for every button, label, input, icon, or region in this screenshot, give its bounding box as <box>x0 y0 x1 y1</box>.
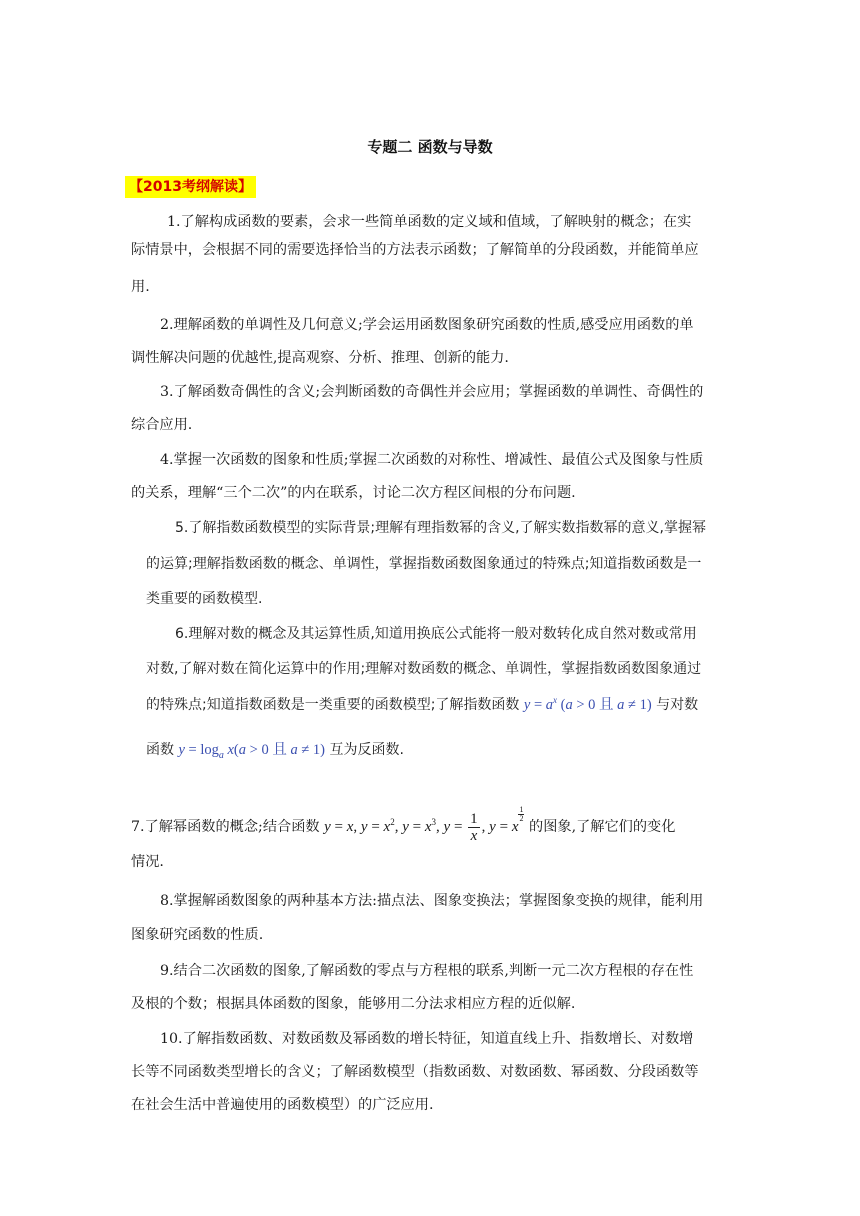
logarithm-formula: $y = \log_a x(a > 0$ 且 a ≠ 1) <box>178 742 325 761</box>
item-9-line-2: 及根的个数；根据具体函数的图象，能够用二分法求相应方程的近似解. <box>131 996 576 1012</box>
item-1-line-2: 际情景中，会根据不同的需要选择恰当的方法表示函数；了解简单的分段函数，并能简单应 <box>131 242 699 258</box>
page-title: 专题二 函数与导数 <box>367 138 493 156</box>
item-6-line-4 <box>146 740 404 760</box>
section-label: 【2013考纲解读】 <box>125 176 256 198</box>
item-4-line-2: 的关系，理解“三个二次”的内在联系，讨论二次方程区间根的分布问题. <box>131 485 576 501</box>
item-7-line-1-text-b: 的图象,了解它们的变化 <box>529 819 676 835</box>
item-3-line-1: 3.了解函数奇偶性的含义;会判断函数的奇偶性并会应用；掌握函数的单调性、奇偶性的 <box>160 384 704 400</box>
item-10-line-3: 在社会生活中普遍使用的函数模型）的广泛应用. <box>131 1097 434 1113</box>
item-4-line-1: 4.掌握一次函数的图象和性质;掌握二次函数的对称性、增减性、最值公式及图象与性质 <box>160 452 704 468</box>
power-functions-formula: y = x, $y = x^2$, $y = x^3$, y = $\frac{1}{x}$ , y = x $\frac{1}{2}$ <box>324 805 524 845</box>
item-6-line-3 <box>146 695 698 715</box>
item-6-line-3-text-a: 的特殊点;知道指数函数是一类重要的函数模型;了解指数函数 <box>146 697 520 713</box>
item-10-line-1: 10.了解指数函数、对数函数及幂函数的增长特征，知道直线上升、指数增长、对数增 <box>160 1031 694 1047</box>
item-6-line-1: 6.理解对数的概念及其运算性质,知道用换底公式能将一般对数转化成自然对数或常用 <box>175 626 697 642</box>
item-5-line-3: 类重要的函数模型. <box>146 591 263 607</box>
item-6-line-3-text-b: 与对数 <box>656 697 699 713</box>
item-8-line-1: 8.掌握解函数图象的两种基本方法:描点法、图象变换法；掌握图象变换的规律，能利用 <box>160 893 704 909</box>
item-6-line-4-text-a: 函数 <box>146 742 174 758</box>
item-7-line-1-text-a: 7.了解幂函数的概念;结合函数 <box>131 819 320 835</box>
item-3-line-2: 综合应用. <box>131 417 193 433</box>
item-1-line-1: 1.了解构成函数的要素，会求一些简单函数的定义域和值域，了解映射的概念；在实 <box>167 214 692 230</box>
item-7-line-1 <box>131 805 676 845</box>
item-5-line-1: 5.了解指数函数模型的实际背景;理解有理指数幂的含义,了解实数指数幂的意义,掌握幂 <box>175 520 706 536</box>
item-5-line-2: 的运算;理解指数函数的概念、单调性，掌握指数函数图象通过的特殊点;知道指数函数是一 <box>146 556 702 572</box>
item-2-line-1: 2.理解函数的单调性及几何意义;学会运用函数图象研究函数的性质,感受应用函数的单 <box>160 317 694 333</box>
item-9-line-1: 9.结合二次函数的图象,了解函数的零点与方程根的联系,判断一元二次方程根的存在性 <box>160 963 694 979</box>
item-6-line-2: 对数,了解对数在简化运算中的作用;理解对数函数的概念、单调性，掌握指数函数图象通过 <box>146 661 702 677</box>
item-1-line-3: 用. <box>131 279 150 295</box>
item-2-line-2: 调性解决问题的优越性,提高观察、分析、推理、创新的能力. <box>131 350 509 366</box>
item-7-line-2: 情况. <box>131 854 164 870</box>
exponential-formula: $y = a^x$ (a > 0 且 a ≠ 1) <box>523 695 652 713</box>
item-8-line-2: 图象研究函数的性质. <box>131 927 264 943</box>
item-10-line-2: 长等不同函数类型增长的含义；了解函数模型（指数函数、对数函数、幂函数、分段函数等 <box>131 1064 699 1080</box>
item-6-line-4-text-b: 互为反函数. <box>329 742 404 758</box>
